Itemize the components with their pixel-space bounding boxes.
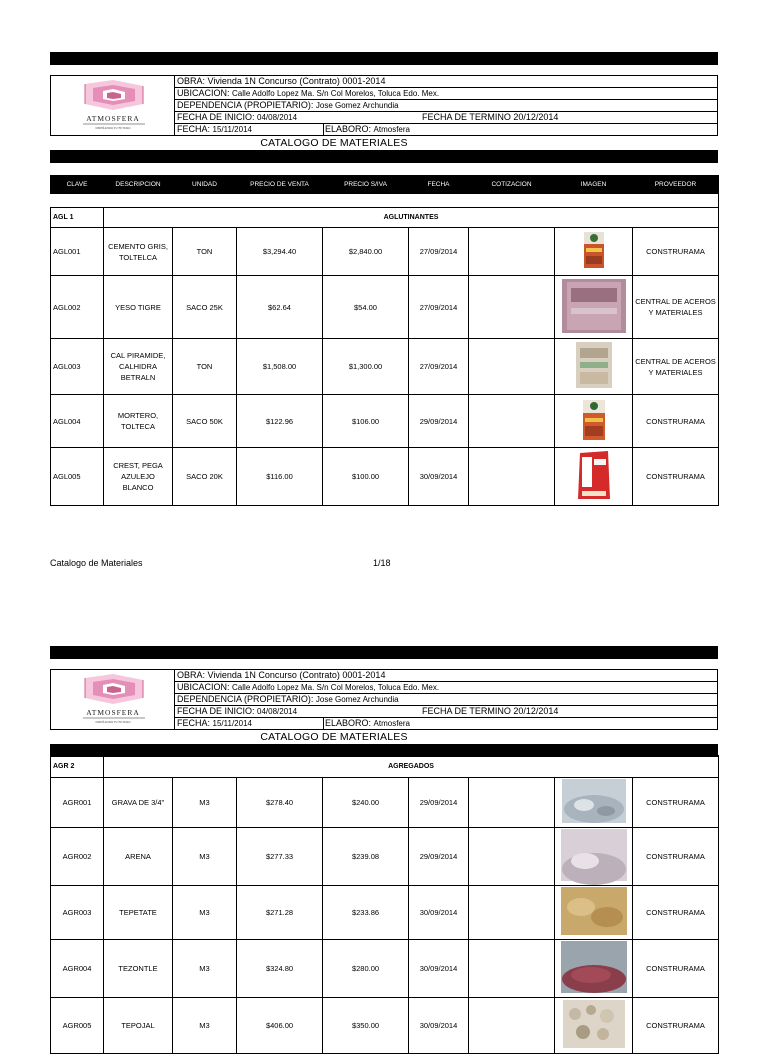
descripcion-cell: TEPOJAL bbox=[104, 998, 173, 1054]
dependencia-row bbox=[175, 694, 717, 706]
precio-venta-cell: $277.33 bbox=[237, 828, 323, 886]
proveedor-cell: CONSTRURAMA bbox=[633, 828, 719, 886]
table-row bbox=[51, 886, 719, 940]
tezontle-image bbox=[561, 941, 627, 993]
precio-siva-cell: $350.00 bbox=[323, 998, 409, 1054]
proveedor-cell: CENTRAL DE ACEROS Y MATERIALES bbox=[633, 276, 719, 339]
precio-venta-cell: $278.40 bbox=[237, 778, 323, 828]
col-descripcion: DESCRIPCION bbox=[104, 176, 173, 194]
clave-cell: AGL004 bbox=[51, 395, 104, 448]
cotizacion-cell bbox=[469, 228, 555, 276]
materials-table-1 bbox=[50, 175, 719, 506]
precio-siva-cell: $54.00 bbox=[323, 276, 409, 339]
proveedor-cell: CONSTRURAMA bbox=[633, 395, 719, 448]
proveedor-cell: CONSTRURAMA bbox=[633, 778, 719, 828]
fecha-cell: 27/09/2014 bbox=[409, 276, 469, 339]
table-row bbox=[51, 395, 719, 448]
fecha-row bbox=[175, 124, 717, 136]
dependencia-label: DEPENDENCIA (PROPIETARIO): bbox=[177, 694, 314, 704]
top-black-bar bbox=[50, 52, 718, 65]
fecha-row bbox=[175, 718, 717, 730]
imagen-cell bbox=[555, 886, 633, 940]
clave-cell: AGL001 bbox=[51, 228, 104, 276]
unidad-cell: M3 bbox=[173, 886, 237, 940]
table-row bbox=[51, 276, 719, 339]
imagen-cell bbox=[555, 276, 633, 339]
fecha-cell: 29/09/2014 bbox=[409, 778, 469, 828]
fecha-label: FECHA: bbox=[177, 718, 211, 728]
materials-table-2 bbox=[50, 755, 719, 1054]
top-black-bar bbox=[50, 646, 718, 659]
imagen-cell bbox=[555, 339, 633, 395]
group-code: AGR 2 bbox=[51, 756, 104, 778]
descripcion-cell: TEPETATE bbox=[104, 886, 173, 940]
ubicacion-value: Calle Adolfo Lopez Ma. S/n Col Morelos, Toluca Edo. Mex. bbox=[232, 683, 440, 692]
precio-siva-cell: $1,300.00 bbox=[323, 339, 409, 395]
descripcion-cell: MORTERO, TOLTECA bbox=[104, 395, 173, 448]
descripcion-cell: CAL PIRAMIDE, CALHIDRA BETRALN bbox=[104, 339, 173, 395]
group-code: AGL 1 bbox=[51, 208, 104, 228]
obra-text: OBRA: Vivienda 1N Concurso (Contrato) 0001-2014 bbox=[177, 670, 386, 680]
cotizacion-cell bbox=[469, 339, 555, 395]
ubicacion-value: Calle Adolfo Lopez Ma. S/n Col Morelos, Toluca Edo. Mex. bbox=[232, 89, 440, 98]
descripcion-cell: TEZONTLE bbox=[104, 940, 173, 998]
cotizacion-cell bbox=[469, 998, 555, 1054]
spacer-row bbox=[51, 194, 719, 208]
unidad-cell: TON bbox=[173, 228, 237, 276]
catalog-title: CATALOGO DE MATERIALES bbox=[260, 137, 408, 149]
unidad-cell: SACO 20K bbox=[173, 448, 237, 506]
title-black-bar bbox=[50, 150, 718, 163]
dependencia-value: Jose Gomez Archundia bbox=[315, 695, 399, 704]
precio-venta-cell: $3,294.40 bbox=[237, 228, 323, 276]
precio-siva-cell: $106.00 bbox=[323, 395, 409, 448]
cement-bag-image bbox=[582, 230, 606, 270]
table-row bbox=[51, 778, 719, 828]
fecha-cell: 30/09/2014 bbox=[409, 998, 469, 1054]
clave-cell: AGR003 bbox=[51, 886, 104, 940]
ubicacion-row bbox=[175, 88, 717, 100]
imagen-cell bbox=[555, 395, 633, 448]
footer-label: Catalogo de Materiales bbox=[50, 558, 143, 568]
fecha-cell: 29/09/2014 bbox=[409, 395, 469, 448]
ubicacion-label: UBICACION: bbox=[177, 682, 230, 692]
group-row-agl bbox=[51, 208, 719, 228]
fecha-label: FECHA: bbox=[177, 124, 211, 134]
descripcion-cell: CEMENTO GRIS, TOLTELCA bbox=[104, 228, 173, 276]
svg-text:DISEÑANDO TU FUTURO: DISEÑANDO TU FUTURO bbox=[95, 126, 131, 130]
clave-cell: AGR002 bbox=[51, 828, 104, 886]
svg-text:DISEÑANDO TU FUTURO: DISEÑANDO TU FUTURO bbox=[95, 720, 131, 724]
table-row bbox=[51, 228, 719, 276]
proveedor-cell: CONSTRURAMA bbox=[633, 228, 719, 276]
imagen-cell bbox=[555, 228, 633, 276]
descripcion-cell: YESO TIGRE bbox=[104, 276, 173, 339]
fecha-inicio-value: 04/08/2014 bbox=[257, 113, 298, 122]
unidad-cell: TON bbox=[173, 339, 237, 395]
table-row bbox=[51, 998, 719, 1054]
group-row-agr bbox=[51, 756, 719, 778]
page-number: 1/18 bbox=[373, 558, 391, 568]
fecha-inicio-value: 04/08/2014 bbox=[257, 707, 298, 716]
document-header bbox=[50, 669, 718, 730]
fecha-cell: 27/09/2014 bbox=[409, 339, 469, 395]
dependencia-row bbox=[175, 100, 717, 112]
col-cotizacion: COTIZACION bbox=[469, 176, 555, 194]
mortar-bag-image bbox=[581, 398, 607, 442]
obra-row bbox=[175, 76, 717, 88]
imagen-cell bbox=[555, 828, 633, 886]
cotizacion-cell bbox=[469, 395, 555, 448]
clave-cell: AGR005 bbox=[51, 998, 104, 1054]
lime-bag-image bbox=[574, 340, 614, 390]
clave-cell: AGR004 bbox=[51, 940, 104, 998]
group-name: AGREGADOS bbox=[104, 756, 719, 778]
precio-venta-cell: $116.00 bbox=[237, 448, 323, 506]
proveedor-cell: CONSTRURAMA bbox=[633, 448, 719, 506]
descripcion-cell: ARENA bbox=[104, 828, 173, 886]
proveedor-cell: CONSTRURAMA bbox=[633, 940, 719, 998]
fecha-inicio-label: FECHA DE INICIO: bbox=[177, 112, 255, 122]
clave-cell: AGR001 bbox=[51, 778, 104, 828]
unidad-cell: M3 bbox=[173, 778, 237, 828]
proveedor-cell: CONSTRURAMA bbox=[633, 886, 719, 940]
fecha-cell: 30/09/2014 bbox=[409, 886, 469, 940]
unidad-cell: M3 bbox=[173, 998, 237, 1054]
fecha-value: 15/11/2014 bbox=[212, 125, 252, 134]
precio-venta-cell: $406.00 bbox=[237, 998, 323, 1054]
elaboro-label: ELABORO: bbox=[325, 124, 372, 134]
precio-venta-cell: $324.80 bbox=[237, 940, 323, 998]
cotizacion-cell bbox=[469, 276, 555, 339]
precio-siva-cell: $100.00 bbox=[323, 448, 409, 506]
precio-siva-cell: $2,840.00 bbox=[323, 228, 409, 276]
cotizacion-cell bbox=[469, 940, 555, 998]
fecha-value: 15/11/2014 bbox=[212, 719, 252, 728]
cotizacion-cell bbox=[469, 886, 555, 940]
clave-cell: AGL005 bbox=[51, 448, 104, 506]
atmosfera-logo bbox=[51, 76, 175, 135]
imagen-cell bbox=[555, 448, 633, 506]
precio-venta-cell: $1,508.00 bbox=[237, 339, 323, 395]
col-fecha: FECHA bbox=[409, 176, 469, 194]
fecha-cell: 30/09/2014 bbox=[409, 448, 469, 506]
unidad-cell: M3 bbox=[173, 828, 237, 886]
precio-venta-cell: $62.64 bbox=[237, 276, 323, 339]
ubicacion-row bbox=[175, 682, 717, 694]
table-row bbox=[51, 828, 719, 886]
fecha-cell: 30/09/2014 bbox=[409, 940, 469, 998]
column-header-row bbox=[51, 176, 719, 194]
tile-adhesive-bag-image bbox=[574, 449, 614, 501]
gravel-image bbox=[562, 779, 626, 823]
clave-cell: AGL003 bbox=[51, 339, 104, 395]
table-row bbox=[51, 339, 719, 395]
precio-siva-cell: $240.00 bbox=[323, 778, 409, 828]
cotizacion-cell bbox=[469, 448, 555, 506]
dependencia-value: Jose Gomez Archundia bbox=[315, 101, 399, 110]
proveedor-cell: CENTRAL DE ACEROS Y MATERIALES bbox=[633, 339, 719, 395]
dependencia-label: DEPENDENCIA (PROPIETARIO): bbox=[177, 100, 314, 110]
fecha-termino: FECHA DE TERMINO 20/12/2014 bbox=[422, 112, 559, 122]
unidad-cell: M3 bbox=[173, 940, 237, 998]
svg-text:ATMOSFERA: ATMOSFERA bbox=[86, 114, 140, 123]
fecha-inicio-row bbox=[175, 706, 717, 718]
tepetate-image bbox=[561, 887, 627, 935]
col-proveedor: PROVEEDOR bbox=[633, 176, 719, 194]
descripcion-cell: CREST, PEGA AZULEJO BLANCO bbox=[104, 448, 173, 506]
precio-venta-cell: $122.96 bbox=[237, 395, 323, 448]
elaboro-value: Atmosfera bbox=[373, 125, 410, 134]
col-precio-venta: PRECIO DE VENTA bbox=[237, 176, 323, 194]
precio-siva-cell: $233.86 bbox=[323, 886, 409, 940]
cotizacion-cell bbox=[469, 778, 555, 828]
atmosfera-logo bbox=[51, 670, 175, 729]
imagen-cell bbox=[555, 998, 633, 1054]
precio-siva-cell: $239.08 bbox=[323, 828, 409, 886]
svg-text:ATMOSFERA: ATMOSFERA bbox=[86, 708, 140, 717]
fecha-termino: FECHA DE TERMINO 20/12/2014 bbox=[422, 706, 559, 716]
proveedor-cell: CONSTRURAMA bbox=[633, 998, 719, 1054]
catalog-title: CATALOGO DE MATERIALES bbox=[260, 731, 408, 743]
col-clave: CLAVE bbox=[51, 176, 104, 194]
table-row bbox=[51, 940, 719, 998]
document-header bbox=[50, 75, 718, 136]
gypsum-bag-image bbox=[561, 278, 627, 334]
precio-venta-cell: $271.28 bbox=[237, 886, 323, 940]
obra-text: OBRA: Vivienda 1N Concurso (Contrato) 0001-2014 bbox=[177, 76, 386, 86]
group-name: AGLUTINANTES bbox=[104, 208, 719, 228]
imagen-cell bbox=[555, 940, 633, 998]
col-precio-siva: PRECIO S/IVA bbox=[323, 176, 409, 194]
fecha-cell: 27/09/2014 bbox=[409, 228, 469, 276]
ubicacion-label: UBICACION: bbox=[177, 88, 230, 98]
elaboro-value: Atmosfera bbox=[373, 719, 410, 728]
unidad-cell: SACO 50K bbox=[173, 395, 237, 448]
table-row bbox=[51, 448, 719, 506]
col-imagen: IMAGEN bbox=[555, 176, 633, 194]
fecha-inicio-label: FECHA DE INICIO: bbox=[177, 706, 255, 716]
col-unidad: UNIDAD bbox=[173, 176, 237, 194]
precio-siva-cell: $280.00 bbox=[323, 940, 409, 998]
sand-image bbox=[561, 829, 627, 881]
clave-cell: AGL002 bbox=[51, 276, 104, 339]
descripcion-cell: GRAVA DE 3/4" bbox=[104, 778, 173, 828]
unidad-cell: SACO 25K bbox=[173, 276, 237, 339]
tepojal-image bbox=[563, 1000, 625, 1048]
fecha-cell: 29/09/2014 bbox=[409, 828, 469, 886]
elaboro-label: ELABORO: bbox=[325, 718, 372, 728]
obra-row bbox=[175, 670, 717, 682]
imagen-cell bbox=[555, 778, 633, 828]
fecha-inicio-row bbox=[175, 112, 717, 124]
cotizacion-cell bbox=[469, 828, 555, 886]
